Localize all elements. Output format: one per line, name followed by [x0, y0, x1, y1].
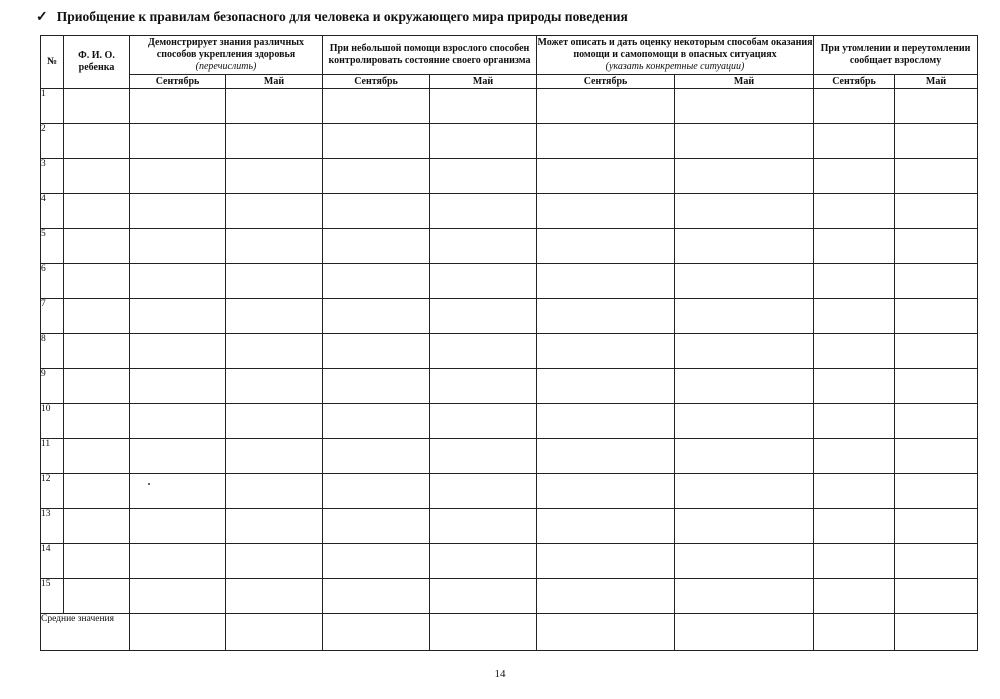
score-cell[interactable]: [323, 579, 430, 614]
score-cell[interactable]: [323, 264, 430, 299]
average-cell[interactable]: [895, 614, 978, 651]
row-number: 14: [41, 544, 64, 579]
group-header: [537, 36, 814, 75]
score-cell[interactable]: [537, 509, 675, 544]
average-cell[interactable]: [226, 614, 323, 651]
group-header: [814, 36, 978, 75]
row-number: 1: [41, 89, 64, 124]
table-row: [41, 89, 978, 124]
score-cell[interactable]: [895, 544, 978, 579]
score-cell[interactable]: [430, 159, 537, 194]
score-cell[interactable]: [430, 544, 537, 579]
score-cell[interactable]: [537, 369, 675, 404]
score-cell[interactable]: [430, 229, 537, 264]
score-cell[interactable]: [226, 159, 323, 194]
row-number: 5: [41, 229, 64, 264]
number-header: №: [41, 36, 64, 89]
score-cell[interactable]: [430, 474, 537, 509]
score-cell[interactable]: [675, 509, 814, 544]
table-row: [41, 439, 978, 474]
score-cell[interactable]: [130, 124, 226, 159]
score-cell[interactable]: [430, 509, 537, 544]
score-cell[interactable]: [323, 544, 430, 579]
table-row: [41, 194, 978, 229]
score-cell[interactable]: [895, 509, 978, 544]
score-cell[interactable]: [814, 334, 895, 369]
score-cell[interactable]: [323, 299, 430, 334]
table-row: [41, 404, 978, 439]
score-cell[interactable]: [323, 194, 430, 229]
score-cell[interactable]: [814, 159, 895, 194]
score-cell[interactable]: [675, 474, 814, 509]
score-cell[interactable]: [814, 404, 895, 439]
name-cell[interactable]: [64, 544, 130, 579]
average-cell[interactable]: [130, 614, 226, 651]
score-cell[interactable]: [226, 194, 323, 229]
month-header: Сентябрь: [323, 75, 430, 89]
score-cell[interactable]: [226, 89, 323, 124]
score-cell[interactable]: [323, 229, 430, 264]
score-cell[interactable]: [675, 159, 814, 194]
score-cell[interactable]: [895, 89, 978, 124]
score-cell[interactable]: [130, 334, 226, 369]
score-cell[interactable]: [814, 369, 895, 404]
group-header-title: Демонстрирует знания различных способов укрепления здоровья: [147, 37, 305, 60]
stray-mark: [148, 483, 150, 485]
score-cell[interactable]: [675, 439, 814, 474]
table-row: [41, 369, 978, 404]
month-header: Сентябрь: [130, 75, 226, 89]
score-cell[interactable]: [130, 439, 226, 474]
score-cell[interactable]: [537, 124, 675, 159]
month-header: Май: [226, 75, 323, 89]
score-cell[interactable]: [814, 544, 895, 579]
table-row: [41, 474, 978, 509]
score-cell[interactable]: [895, 229, 978, 264]
score-cell[interactable]: [323, 124, 430, 159]
month-header: Май: [895, 75, 978, 89]
score-cell[interactable]: [323, 334, 430, 369]
score-cell[interactable]: [814, 439, 895, 474]
score-cell[interactable]: [323, 439, 430, 474]
score-cell[interactable]: [814, 194, 895, 229]
score-cell[interactable]: [130, 159, 226, 194]
table-row: [41, 544, 978, 579]
score-cell[interactable]: [537, 579, 675, 614]
month-header: Сентябрь: [814, 75, 895, 89]
title-text: Приобщение к правилам безопасного для человека и окружающего мира природы поведения: [56, 9, 628, 24]
score-cell[interactable]: [675, 334, 814, 369]
name-cell[interactable]: [64, 299, 130, 334]
score-cell[interactable]: [537, 89, 675, 124]
score-cell[interactable]: [226, 544, 323, 579]
row-number: 3: [41, 159, 64, 194]
month-header: Сентябрь: [537, 75, 675, 89]
score-cell[interactable]: [675, 579, 814, 614]
name-cell[interactable]: [64, 404, 130, 439]
score-cell[interactable]: [675, 299, 814, 334]
name-cell[interactable]: [64, 579, 130, 614]
row-number: 12: [41, 474, 64, 509]
score-cell[interactable]: [895, 474, 978, 509]
name-cell[interactable]: [64, 439, 130, 474]
score-cell[interactable]: [226, 369, 323, 404]
name-cell[interactable]: [64, 334, 130, 369]
score-cell[interactable]: [430, 89, 537, 124]
score-cell[interactable]: [226, 299, 323, 334]
row-number: 9: [41, 369, 64, 404]
score-cell[interactable]: [814, 89, 895, 124]
group-header: [130, 36, 323, 75]
score-cell[interactable]: [814, 229, 895, 264]
score-cell[interactable]: [675, 544, 814, 579]
score-cell[interactable]: [537, 264, 675, 299]
group-header-title: При небольшой помощи взрослого способен контролировать состояние своего организма: [328, 43, 531, 66]
average-cell[interactable]: [675, 614, 814, 651]
score-cell[interactable]: [430, 194, 537, 229]
score-cell[interactable]: [537, 334, 675, 369]
row-number: 15: [41, 579, 64, 614]
score-cell[interactable]: [537, 544, 675, 579]
score-cell[interactable]: [895, 404, 978, 439]
page-number: 14: [494, 668, 506, 680]
score-cell[interactable]: [895, 369, 978, 404]
group-header-hint: (перечислить): [195, 61, 257, 72]
score-cell[interactable]: [130, 544, 226, 579]
score-cell[interactable]: [226, 404, 323, 439]
name-cell[interactable]: [64, 159, 130, 194]
score-cell[interactable]: [895, 194, 978, 229]
name-cell[interactable]: [64, 194, 130, 229]
group-header-hint: (указать конкретные ситуации): [605, 61, 745, 72]
row-number: 13: [41, 509, 64, 544]
name-cell[interactable]: [64, 369, 130, 404]
table-row: [41, 579, 978, 614]
name-header: Ф. И. О. ребенка: [64, 36, 130, 89]
score-cell[interactable]: [130, 579, 226, 614]
table-row: [41, 124, 978, 159]
score-cell[interactable]: [895, 579, 978, 614]
name-cell[interactable]: [64, 124, 130, 159]
row-number: 6: [41, 264, 64, 299]
score-cell[interactable]: [814, 124, 895, 159]
score-cell[interactable]: [226, 509, 323, 544]
row-number: 7: [41, 299, 64, 334]
table-row: [41, 229, 978, 264]
table-row: [41, 334, 978, 369]
name-cell[interactable]: [64, 509, 130, 544]
score-cell[interactable]: [430, 404, 537, 439]
score-cell[interactable]: [814, 509, 895, 544]
score-cell[interactable]: [675, 264, 814, 299]
score-cell[interactable]: [323, 159, 430, 194]
score-cell[interactable]: [130, 194, 226, 229]
score-cell[interactable]: [430, 299, 537, 334]
score-cell[interactable]: [675, 404, 814, 439]
average-cell[interactable]: [537, 614, 675, 651]
group-header-title: Может описать и дать оценку некоторым способам оказания помощи и самопомощи в опасных ситуациях: [537, 37, 813, 60]
month-header: Май: [675, 75, 814, 89]
score-cell[interactable]: [675, 89, 814, 124]
score-cell[interactable]: [130, 509, 226, 544]
table-row: [41, 509, 978, 544]
name-cell[interactable]: [64, 474, 130, 509]
average-row: [41, 614, 978, 651]
group-header-title: При утомлении и переутомлении сообщает взрослому: [820, 43, 971, 66]
score-cell[interactable]: [814, 579, 895, 614]
score-cell[interactable]: [430, 264, 537, 299]
score-cell[interactable]: [430, 369, 537, 404]
score-cell[interactable]: [226, 124, 323, 159]
score-cell[interactable]: [675, 124, 814, 159]
score-cell[interactable]: [323, 369, 430, 404]
score-cell[interactable]: [226, 474, 323, 509]
score-cell[interactable]: [323, 509, 430, 544]
score-cell[interactable]: [814, 264, 895, 299]
score-cell[interactable]: [537, 404, 675, 439]
average-label: Средние значения: [41, 614, 130, 651]
score-cell[interactable]: [323, 404, 430, 439]
score-cell[interactable]: [226, 264, 323, 299]
score-cell[interactable]: [430, 334, 537, 369]
score-cell[interactable]: [675, 194, 814, 229]
table-row: [41, 159, 978, 194]
row-number: 10: [41, 404, 64, 439]
table-row: [41, 264, 978, 299]
score-cell[interactable]: [895, 264, 978, 299]
average-cell[interactable]: [430, 614, 537, 651]
score-cell[interactable]: [537, 159, 675, 194]
score-cell[interactable]: [537, 229, 675, 264]
average-cell[interactable]: [814, 614, 895, 651]
score-cell[interactable]: [226, 334, 323, 369]
name-cell[interactable]: [64, 229, 130, 264]
name-cell[interactable]: [64, 89, 130, 124]
table-row: [41, 299, 978, 334]
score-cell[interactable]: [895, 124, 978, 159]
score-cell[interactable]: [675, 369, 814, 404]
score-cell[interactable]: [130, 404, 226, 439]
score-cell[interactable]: [430, 579, 537, 614]
checkmark-icon: ✓: [36, 10, 48, 25]
score-cell[interactable]: [537, 474, 675, 509]
score-cell[interactable]: [226, 579, 323, 614]
group-header: [323, 36, 537, 75]
month-header: Май: [430, 75, 537, 89]
row-number: 8: [41, 334, 64, 369]
name-cell[interactable]: [64, 264, 130, 299]
score-cell[interactable]: [430, 124, 537, 159]
score-cell[interactable]: [130, 369, 226, 404]
average-cell[interactable]: [323, 614, 430, 651]
score-cell[interactable]: [537, 299, 675, 334]
score-cell[interactable]: [430, 439, 537, 474]
score-cell[interactable]: [537, 194, 675, 229]
score-cell[interactable]: [130, 89, 226, 124]
score-cell[interactable]: [226, 229, 323, 264]
score-cell[interactable]: [814, 474, 895, 509]
score-cell[interactable]: [675, 229, 814, 264]
row-number: 11: [41, 439, 64, 474]
score-cell[interactable]: [130, 229, 226, 264]
score-cell[interactable]: [130, 474, 226, 509]
score-cell[interactable]: [323, 474, 430, 509]
score-cell[interactable]: [130, 299, 226, 334]
score-cell[interactable]: [323, 89, 430, 124]
row-number: 2: [41, 124, 64, 159]
score-cell[interactable]: [895, 159, 978, 194]
score-cell[interactable]: [130, 264, 226, 299]
score-cell[interactable]: [226, 439, 323, 474]
score-cell[interactable]: [537, 439, 675, 474]
score-cell[interactable]: [895, 439, 978, 474]
score-cell[interactable]: [895, 299, 978, 334]
score-cell[interactable]: [895, 334, 978, 369]
assessment-table: [40, 35, 978, 651]
table-body: [41, 89, 978, 651]
row-number: 4: [41, 194, 64, 229]
page-title: [36, 9, 628, 26]
score-cell[interactable]: [814, 299, 895, 334]
